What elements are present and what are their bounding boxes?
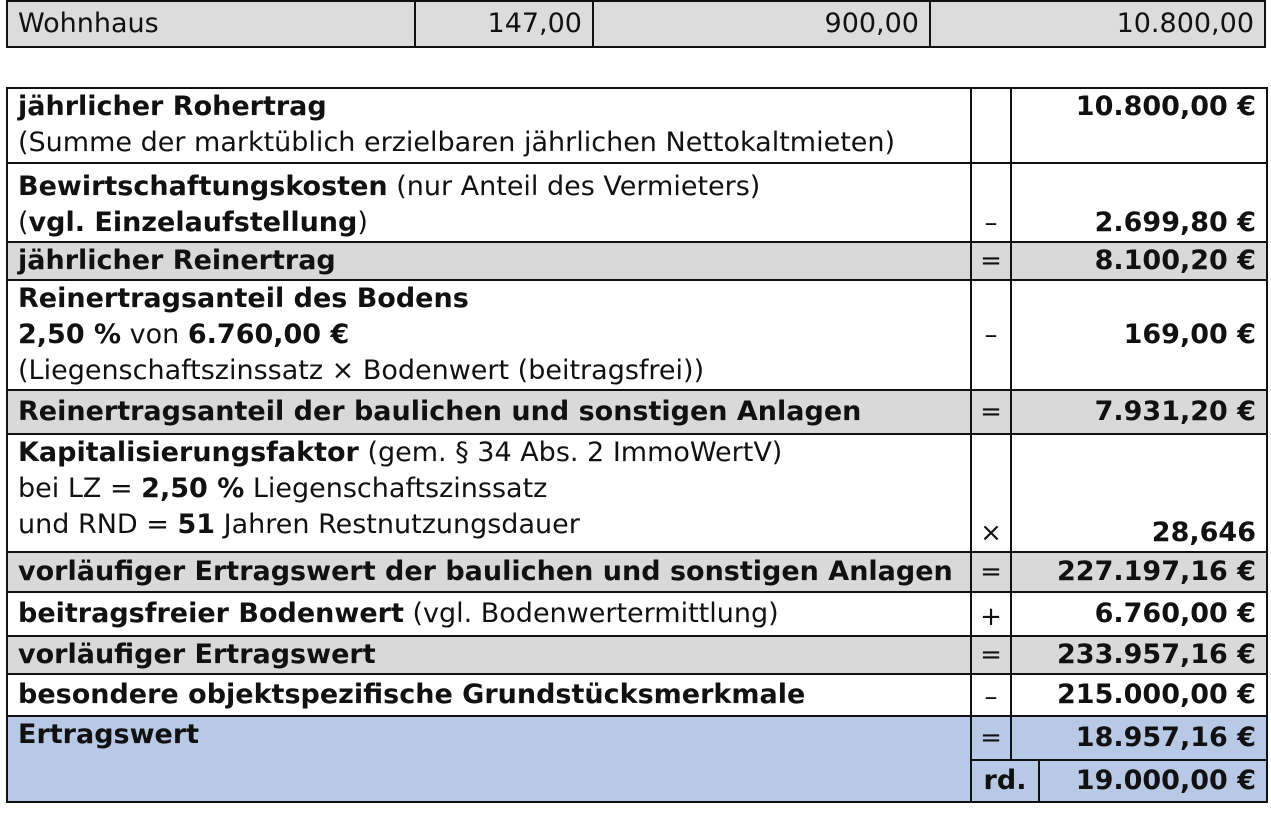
kapitalisierung-title: Kapitalisierungsfaktor — [18, 437, 359, 468]
boden-anteil-note: (Liegenschaftszinssatz × Bodenwert (beitragsfrei)) — [18, 355, 705, 386]
kapitalisierung-operator: × — [971, 434, 1011, 552]
lz-value: 2,50 % — [141, 473, 245, 504]
rohertrag-note: (Summe der marktüblich erzielbaren jährlichen Nettokaltmieten) — [18, 127, 896, 158]
vorl-ertragswert-title: vorläufiger Ertragswert — [7, 636, 971, 674]
vorl-anlagen-value: 227.197,16 € — [1011, 552, 1267, 592]
vorl-ertragswert-value: 233.957,16 € — [1011, 636, 1267, 674]
annual-rent-cell — [929, 0, 1266, 48]
row-besondere — [7, 674, 1267, 716]
rounded-label: rd. — [971, 760, 1039, 802]
row-reinertrag — [7, 242, 1267, 280]
bodenwert-operator: + — [971, 592, 1011, 636]
vorl-anlagen-operator: = — [971, 552, 1011, 592]
bodenwert-desc — [7, 592, 971, 636]
ertragswert-rounded-value: 19.000,00 € — [1039, 760, 1267, 802]
row-vorl-ertragswert — [7, 636, 1267, 674]
lz-label: bei LZ = — [18, 473, 142, 504]
lz-suffix: Liegenschaftszinssatz — [244, 473, 548, 504]
rent-summary-row — [0, 0, 1271, 50]
reinertrag-operator: = — [971, 242, 1011, 280]
reinertrag-title: jährlicher Reinertrag — [7, 242, 971, 280]
bewirtschaftung-desc — [7, 163, 971, 242]
boden-anteil-rate: 2,50 % — [18, 319, 122, 350]
rohertrag-title: jährlicher Rohertrag — [18, 91, 327, 122]
ertragswert-title: Ertragswert — [7, 716, 971, 802]
ertragswert-operator: = — [971, 716, 1011, 760]
anlagen-anteil-operator: = — [971, 390, 1011, 434]
ertragswert-value: 18.957,16 € — [1011, 716, 1267, 760]
bodenwert-value: 6.760,00 € — [1011, 592, 1267, 636]
annual-rent-value: 10.800,00 — [1116, 8, 1254, 39]
rnd-value: 51 — [177, 509, 216, 540]
usage-type-cell — [6, 0, 416, 48]
rohertrag-value: 10.800,00 € — [1011, 88, 1267, 163]
area-cell — [414, 0, 594, 48]
row-rohertrag — [7, 88, 1267, 163]
bewirtschaftung-title: Bewirtschaftungskosten — [18, 171, 388, 202]
row-kapitalisierung — [7, 434, 1267, 552]
besondere-operator: – — [971, 674, 1011, 716]
bodenwert-title: beitragsfreier Bodenwert — [18, 598, 404, 629]
boden-anteil-von: von — [121, 319, 188, 350]
bewirtschaftung-operator: – — [971, 163, 1011, 242]
row-vorl-anlagen — [7, 552, 1267, 592]
boden-anteil-base: 6.760,00 € — [187, 319, 350, 350]
row-bodenwert — [7, 592, 1267, 636]
bewirtschaftung-ref: vgl. Einzelaufstellung — [28, 207, 358, 238]
row-bewirtschaftung — [7, 163, 1267, 242]
paren-close: ) — [357, 207, 368, 238]
row-anlagen-anteil — [7, 390, 1267, 434]
usage-type: Wohnhaus — [18, 8, 159, 39]
kapitalisierung-desc — [7, 434, 971, 552]
anlagen-anteil-value: 7.931,20 € — [1011, 390, 1267, 434]
besondere-value: 215.000,00 € — [1011, 674, 1267, 716]
row-ertragswert — [7, 716, 1267, 760]
boden-anteil-value: 169,00 € — [1011, 280, 1267, 390]
vorl-anlagen-title: vorläufiger Ertragswert der baulichen und sonstigen Anlagen — [7, 552, 971, 592]
kapitalisierung-note: (gem. § 34 Abs. 2 ImmoWertV) — [358, 437, 783, 468]
rent-cell — [592, 0, 931, 48]
rnd-suffix: Jahren Restnutzungsdauer — [215, 509, 580, 540]
boden-anteil-title: Reinertragsanteil des Bodens — [18, 283, 469, 314]
anlagen-anteil-title: Reinertragsanteil der baulichen und sonstigen Anlagen — [7, 390, 971, 434]
rohertrag-desc — [7, 88, 971, 163]
bewirtschaftung-value: 2.699,80 € — [1011, 163, 1267, 242]
boden-anteil-desc — [7, 280, 971, 390]
rent-value: 900,00 — [824, 8, 919, 39]
bewirtschaftung-note: (nur Anteil des Vermieters) — [387, 171, 761, 202]
bodenwert-note: (vgl. Bodenwertermittlung) — [403, 598, 779, 629]
income-value-calculation-table — [6, 87, 1268, 803]
reinertrag-value: 8.100,20 € — [1011, 242, 1267, 280]
besondere-title: besondere objektspezifische Grundstücksmerkmale — [7, 674, 971, 716]
kapitalisierung-value: 28,646 — [1011, 434, 1267, 552]
vorl-ertragswert-operator: = — [971, 636, 1011, 674]
boden-anteil-operator: – — [971, 280, 1011, 390]
row-boden-anteil — [7, 280, 1267, 390]
rohertrag-operator — [971, 88, 1011, 163]
paren-open: ( — [18, 207, 29, 238]
area-value: 147,00 — [487, 8, 582, 39]
rnd-label: und RND = — [18, 509, 178, 540]
